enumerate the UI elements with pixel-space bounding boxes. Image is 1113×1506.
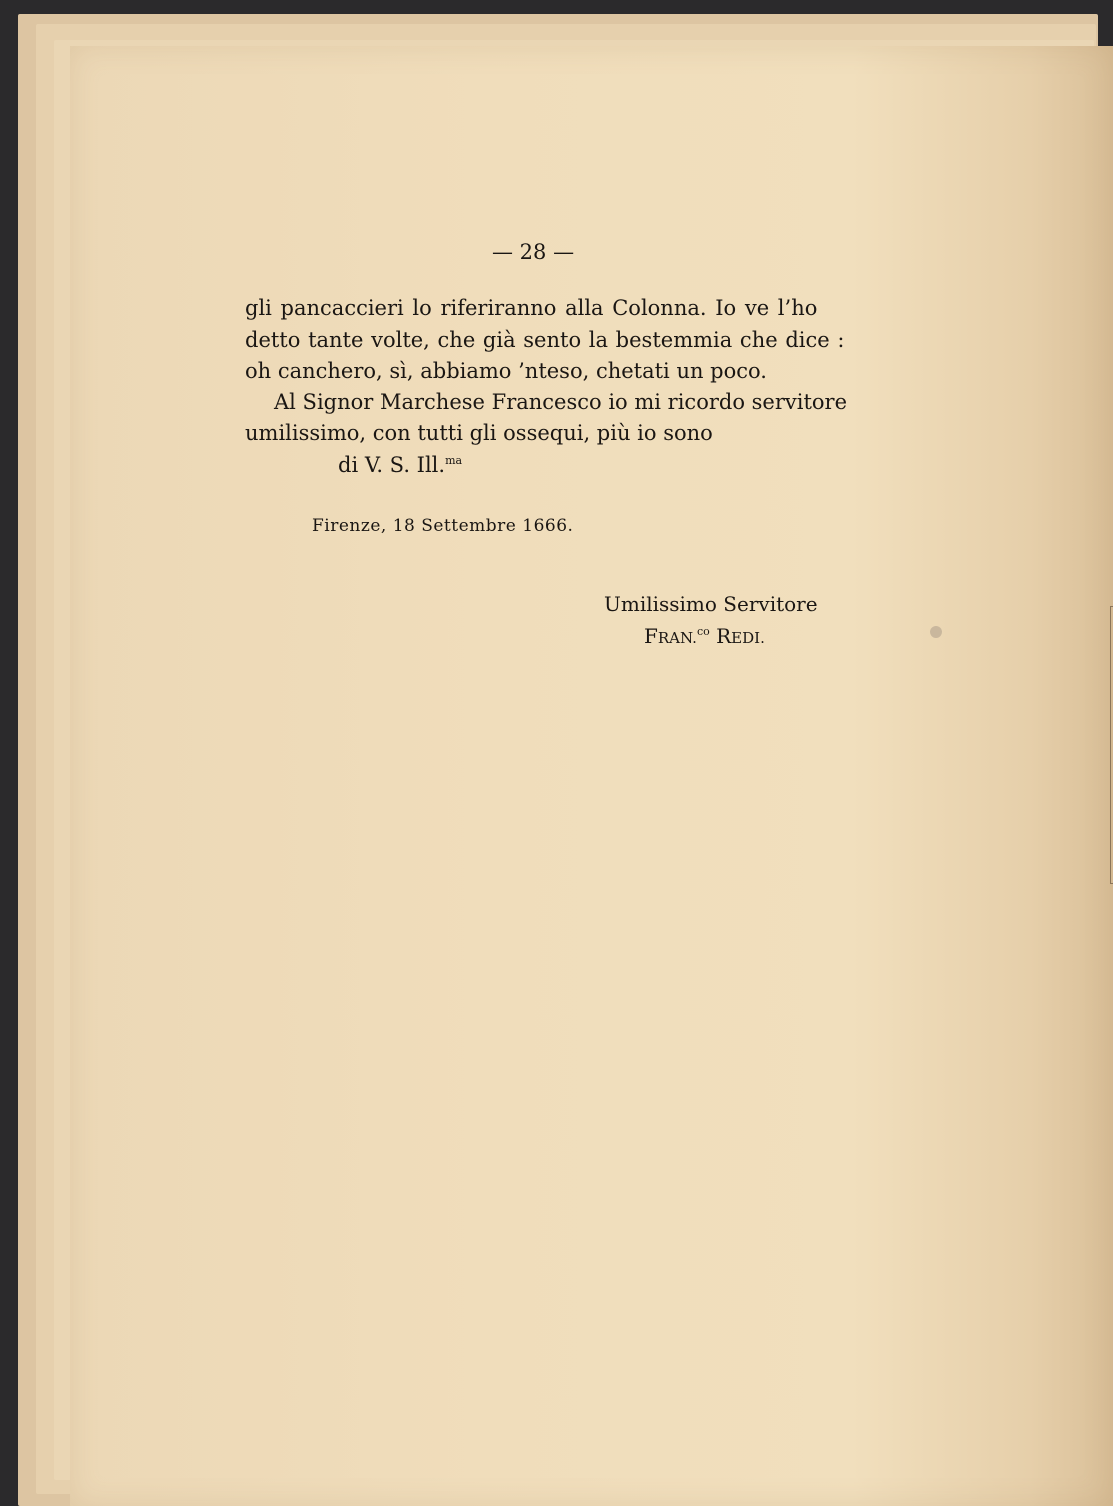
signature	[644, 624, 765, 648]
body-line: umilissimo, con tutti gli ossequi, più io sono	[245, 421, 713, 445]
body-line: gli pancaccieri lo riferiranno alla Colonna. Io ve l’ho	[245, 296, 818, 320]
body-line: detto tante volte, che già sento la bestemmia che dice :	[245, 328, 845, 352]
page-number: — 28 —	[492, 240, 575, 264]
signature-first-initial: F	[644, 624, 658, 648]
body-line: oh canchero, sì, abbiamo ’nteso, chetati un poco.	[245, 359, 767, 383]
signature-first-rest: RAN.	[657, 629, 697, 647]
signature-first-superscript: co	[696, 625, 710, 638]
paper-stain	[930, 626, 942, 638]
letter-date: Firenze, 18 Settembre 1666.	[312, 516, 574, 536]
salutation-superscript: ma	[445, 454, 463, 467]
signature-last-rest: EDI.	[731, 629, 765, 647]
page-sheet	[70, 46, 1113, 1506]
body-line: Al Signor Marchese Francesco io mi ricordo servitore	[274, 390, 848, 414]
closing-formula: Umilissimo Servitore	[604, 592, 818, 616]
salutation-text: di V. S. Ill.	[338, 453, 446, 477]
signature-last-initial: R	[716, 624, 732, 648]
salutation	[338, 453, 462, 477]
